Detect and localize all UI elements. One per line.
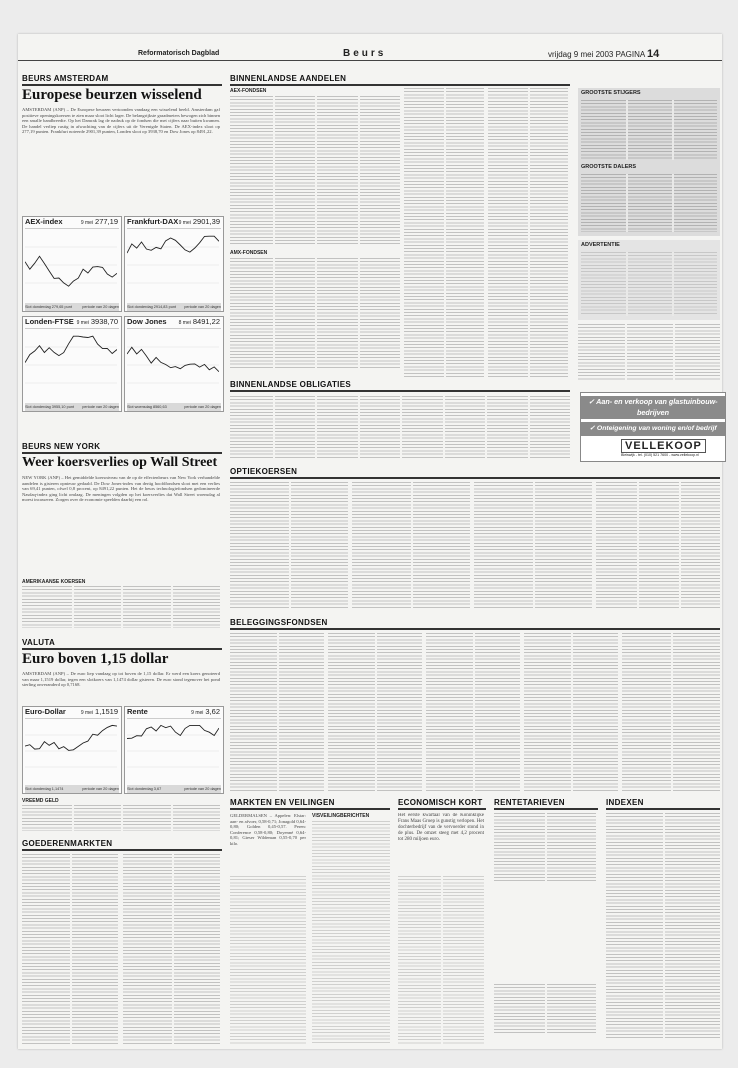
chart-date: 9 mei [80,710,94,716]
page-date [548,48,659,60]
overige-aandelen-col2 [488,88,568,378]
economisch-col [398,876,484,1044]
section-rule [494,808,598,810]
chart-footer-period: periode van 20 dagen [82,305,119,309]
fondsen-col2 [328,633,422,791]
obligaties-table [230,396,570,460]
aex-fondsen-table [230,96,400,246]
chart-footer-previous: Slot donderdag 2914,83 punt [127,305,176,309]
label-amx-fondsen: AMX-FONDSEN [230,250,268,256]
fondsen-col3 [426,633,520,791]
chart-plot [25,718,119,784]
ad-logo: VELLEKOOP [621,439,706,453]
article-new-york: NEW YORK (ANP) – Het gemiddelde koersniveau van de op de effectenbeurs van New York verhandelde aandelen is gisteren opnieuw gedaald. De Dow Jones-index van dertig hoofdfondsen sloot met een verlies van 69,41 punten, ofwel 0,8 procent, op 8491,22 punten. Het de beurs technologiefondsen gedomineerde Nasdaq-index ging licht omlaag. De meningen volgden op het koersverlies dat Wall Street woensdag al moest incasseren. Zorgen over de economie speelden daarbij een rol. [22,475,220,503]
chart-euro-dollar [22,706,122,794]
goederenmarkten-col1 [22,854,118,1044]
chart-footer [127,303,221,311]
chart-current-value: 2901,39 [192,217,220,226]
chart-value [179,217,220,226]
chart-date: 9 mei [80,220,94,226]
chart-date: 9 mei [191,710,204,716]
markten-text: GELDERMALSEN – Appelen: Elstar: aan- en afvoer, 0,58-0,71; Jonagold 0,64-0,80; Golden 0,45-0,57. Peren: Conference 0,58-0,80; Doyenné 0,64-0,81; Gieser Wildeman 0,55-0,70 per kilo. [230,813,306,846]
ad-contact: Bleiswijk - tel. (010) 521 7600 - www.vellekoop.nl [621,453,699,457]
section-rule [22,648,222,650]
chart-rente [124,706,224,794]
article-valuta: AMSTERDAM (ANP) – De euro liep vandaag op tot boven de 1,15 dollar. Er werd een koers genoteerd van maar 1,1519 dollar, tegen een slotkoers van 1,1474 dollar gisteren. De euro stond tegenover het pond sterling onveranderd op 0,7168. [22,671,220,688]
chart-footer-previous: Slot donderdag 1,1474 [25,787,64,791]
chart-line [25,719,117,783]
chart-footer [25,303,119,311]
chart-footer-previous: Slot donderdag 3955,10 punt [25,405,74,409]
chart-footer-period: periode van 20 dagen [184,787,221,791]
chart-current-value: 3,62 [205,707,220,716]
newspaper-page [18,34,722,1049]
advertenties-text [581,252,717,316]
chart-value [179,317,220,326]
advertisement-vellekoop [580,392,726,462]
chart-value [81,707,118,716]
chart-date: 9 mei [76,320,89,326]
table-label-amerikaanse-koersen: AMERIKAANSE KOERSEN [22,579,86,585]
section-rule [606,808,720,810]
section-goederenmarkten: GOEDERENMARKTEN [22,839,113,848]
chart-footer-previous: Slot donderdag 3,67 [127,787,162,791]
headline-valuta: Euro boven 1,15 dollar [22,651,169,667]
amx-fondsen-table [230,258,400,368]
chart-line [127,719,219,783]
chart-footer-previous: Slot woensdag 8560,63 [127,405,167,409]
chart-line [127,229,219,301]
grootste-stijgers-list [581,100,717,160]
section-beurs-amsterdam: BEURS AMSTERDAM [22,74,109,83]
section-rule [230,477,720,479]
chart-footer-previous: Slot donderdag 279,65 punt [25,305,72,309]
chart-value [77,317,118,326]
chart-current-value: 277,19 [95,217,118,226]
headline-amsterdam: Europese beurzen wisselend [22,87,202,103]
section-economisch-kort: ECONOMISCH KORT [398,798,483,807]
chart-plot [25,328,119,402]
fondsen-col4 [524,633,618,791]
section-rule [22,849,222,851]
chart-footer [25,785,119,793]
ad-line-1: ✓ Aan- en verkoop van glastuinbouw-bedrijven [581,396,725,419]
chart-footer [25,403,119,411]
chart-londen-ftse [22,316,122,412]
chart-title: Dow Jones [127,317,167,326]
section-valuta: VALUTA [22,638,56,647]
opties-col3 [474,482,592,610]
chart-plot [127,328,221,402]
grootste-dalers-list [581,174,717,232]
chart-title: Euro-Dollar [25,707,66,716]
section-optiekoersen: OPTIEKOERSEN [230,467,298,476]
grootste-stijgers-box [578,88,720,236]
economisch-text: Het eerste kwartaal van de Koninklijke Frans Maas Groep is gunstig verlopen. Het dochterbedrijf van de vervoerder stond in de plus. De omzet steeg met 4,2 procent tot 280 miljoen euro. [398,813,484,842]
chart-plot [127,228,221,302]
chart-title: Frankfurt-DAX [127,217,179,226]
grootste-dalers-title: GROOTSTE DALERS [581,164,637,170]
markten-col2 [312,821,390,1044]
chart-plot [25,228,119,302]
date-text: vrijdag 9 mei 2003 PAGINA [548,50,645,59]
chart-date: 9 mei [178,220,191,226]
section-rule [230,84,570,86]
section-rentetarieven: RENTETARIEVEN [494,798,565,807]
opties-col2 [352,482,470,610]
chart-footer-period: periode van 20 dagen [82,405,119,409]
chart-current-value: 8491,22 [192,317,220,326]
rentetarieven-table-2 [494,984,596,1034]
chart-line [25,329,117,401]
page-number: 14 [647,48,660,60]
page-section-title: Beurs [343,48,387,59]
amerikaanse-koersen-table [22,586,220,628]
chart-footer-period: periode van 20 dagen [184,405,221,409]
ad-line-2: ✓ Onteigening van woning en/of bedrijf [581,422,725,436]
chart-line [25,229,117,301]
fondsen-col5 [622,633,720,791]
chart-date: 8 mei [178,320,191,326]
chart-plot [127,718,221,784]
indexen-table [606,813,720,1038]
side-list [578,324,720,380]
chart-footer [127,403,221,411]
table-label-vreemd-geld: VREEMD GELD [22,798,59,804]
section-markten-veilingen: MARKTEN EN VEILINGEN [230,798,335,807]
section-rule [230,628,720,630]
chart-frankfurt-dax [124,216,224,312]
chart-title: Londen-FTSE [25,317,74,326]
chart-current-value: 1,1519 [95,707,118,716]
chart-line [127,329,219,401]
fondsen-col1 [230,633,324,791]
chart-title: AEX-index [25,217,63,226]
paper-name: Reformatorisch Dagblad [138,50,220,57]
vreemd-geld-table [22,805,220,831]
chart-title: Rente [127,707,148,716]
section-indexen: INDEXEN [606,798,644,807]
markten-col1 [230,876,306,1044]
chart-dow-jones [124,316,224,412]
chart-current-value: 3938,70 [90,317,118,326]
chart-aex-index [22,216,122,312]
chart-value [81,217,118,226]
chart-footer-period: periode van 20 dagen [82,787,119,791]
label-visveiling: VISVEILINGBERICHTEN [312,813,370,819]
section-rule [398,808,486,810]
opties-col1 [230,482,348,610]
advertenties-box [578,240,720,320]
section-rule [22,84,222,86]
chart-value [191,707,220,716]
section-beurs-new-york: BEURS NEW YORK [22,442,101,451]
section-rule [230,390,570,392]
headline-new-york: Weer koersverlies op Wall Street [22,455,218,470]
article-amsterdam: AMSTERDAM (ANP) – De Europese beurzen vertoonden vandaag een wisselend beeld. Amsterdam gaf positieve openingskoersen te zien maar sloot licht lager. De belangrijkste graadmeters bewogen zich binnen een smalle bandbreedte. Op het Damrak lag de nadruk op de fondsen die met cijfers naar buiten kwamen. De handel verliep rustig in afwachting van de cijfers uit de Verenigde Staten. De AEX-index sloot op 277,19 punten. Frankfurt noteerde 2901,39 punten, Londen sloot op 3938,70 en Dow Jones op 8491,22. [22,107,220,135]
opties-col4 [596,482,720,610]
advertenties-title: ADVERTENTIE [581,242,620,248]
header-rule [18,60,722,61]
chart-footer [127,785,221,793]
section-binnenlandse-obligaties: BINNENLANDSE OBLIGATIES [230,380,351,389]
section-binnenlandse-aandelen: BINNENLANDSE AANDELEN [230,74,347,83]
goederenmarkten-col2 [123,854,220,1044]
section-beleggingsfondsen: BELEGGINGSFONDSEN [230,618,328,627]
label-aex-fondsen: AEX-FONDSEN [230,88,267,94]
rentetarieven-table [494,813,596,883]
section-rule [230,808,390,810]
chart-footer-period: periode van 20 dagen [184,305,221,309]
section-rule [22,452,222,454]
overige-aandelen-col1 [404,88,484,378]
grootste-stijgers-title: GROOTSTE STIJGERS [581,90,641,96]
